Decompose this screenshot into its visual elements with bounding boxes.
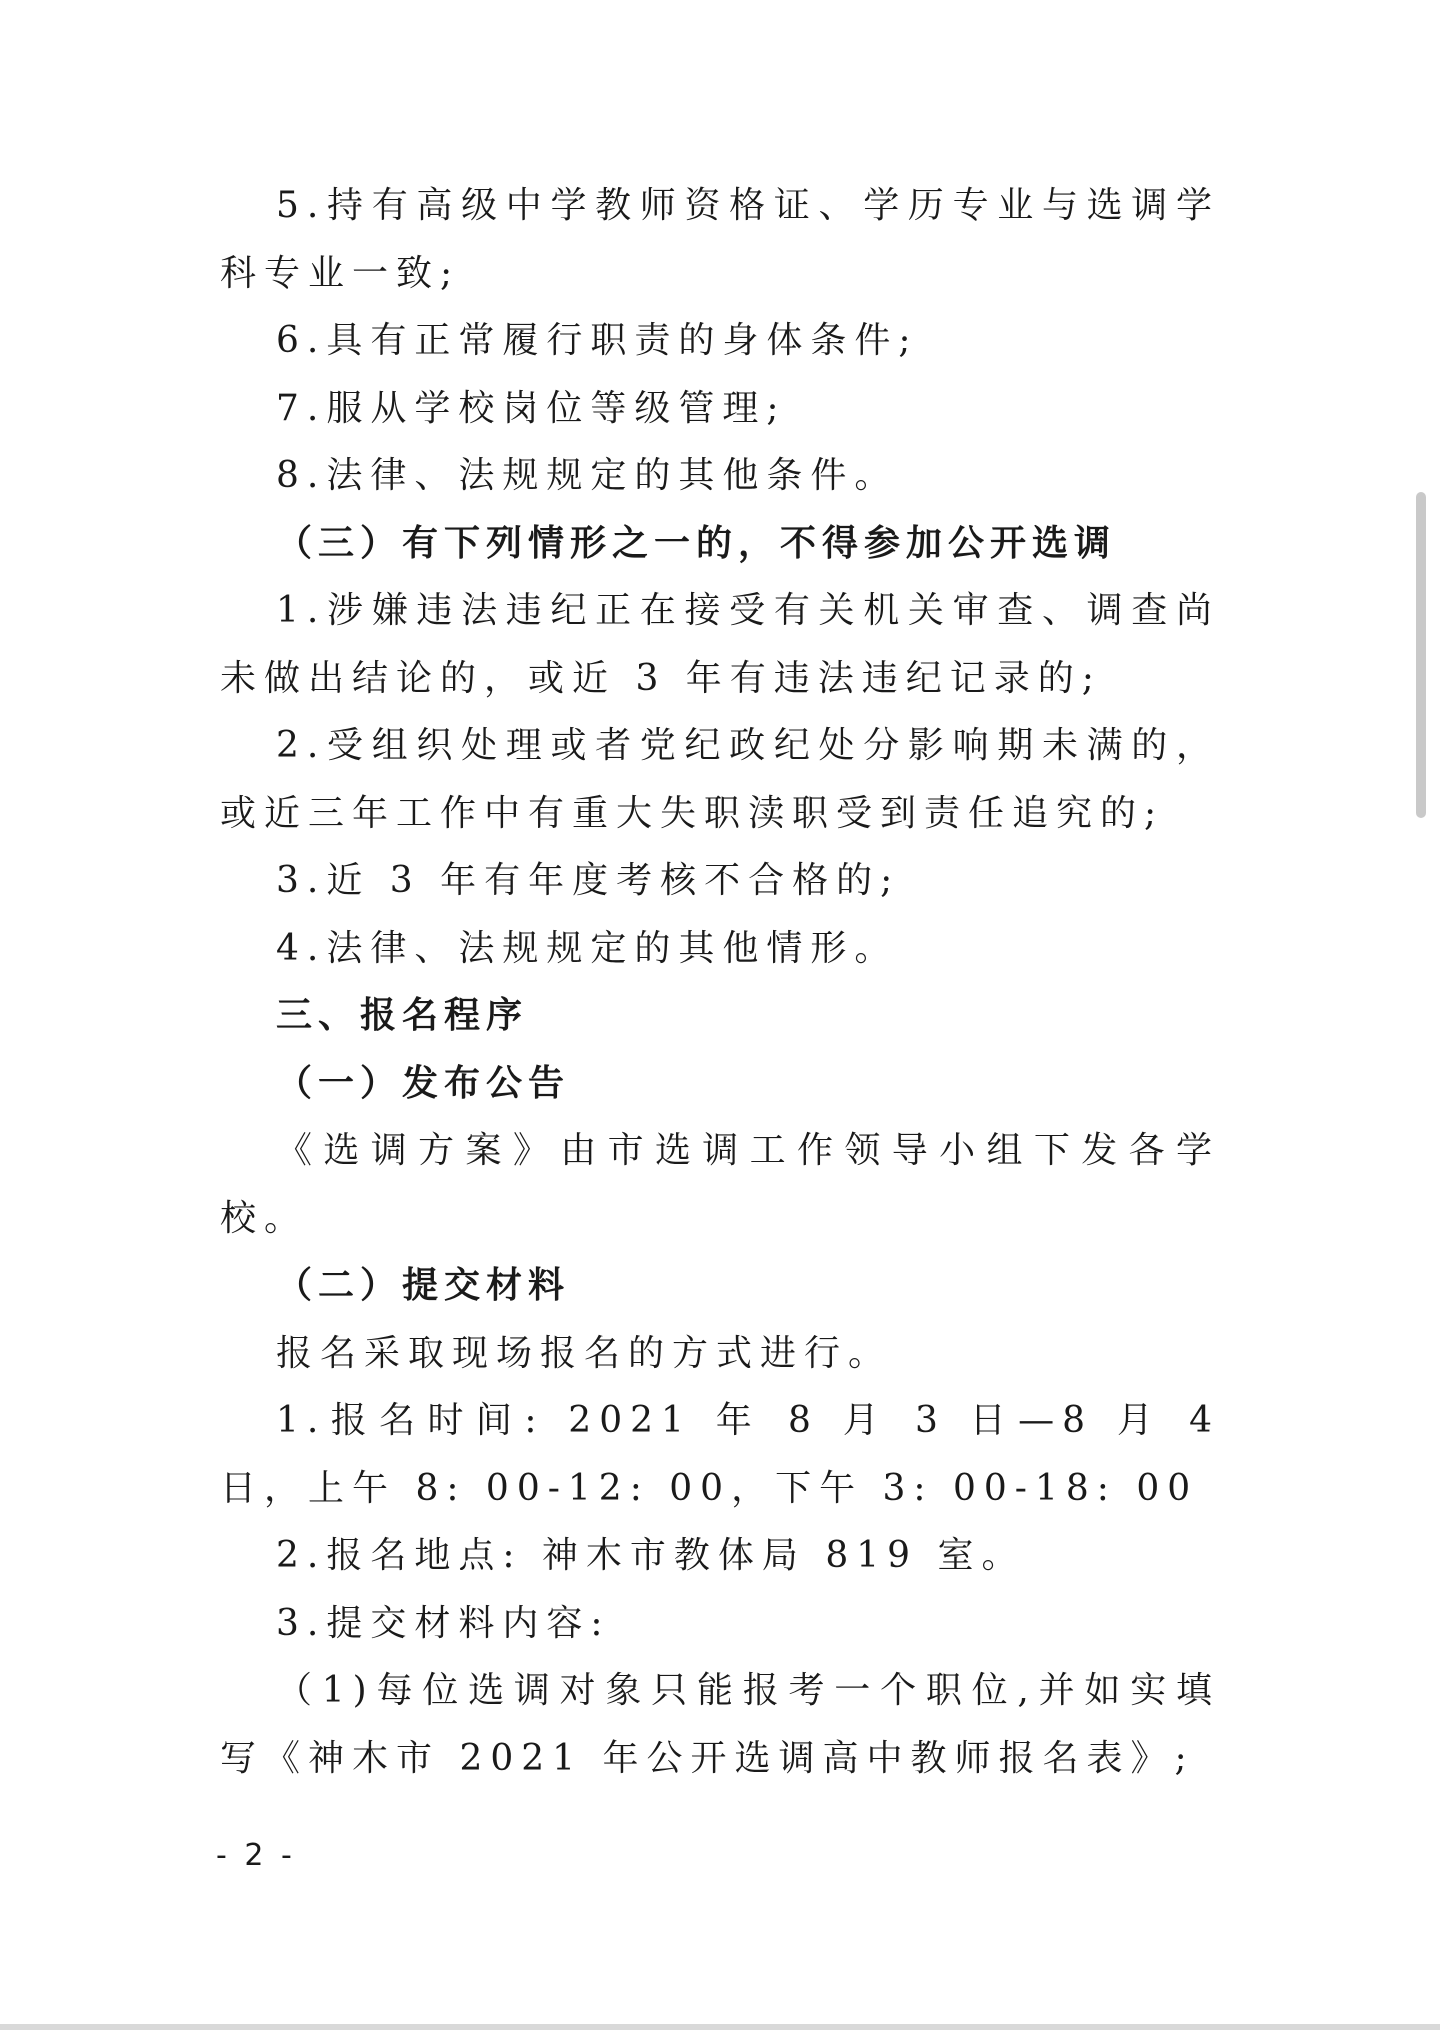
- page-number: - 2 -: [216, 1838, 296, 1873]
- registration-location-item: 2.报名地点: 神木市教体局 819 室。: [276, 1535, 1026, 1576]
- bottom-edge-bar: [0, 2024, 1440, 2030]
- condition-item-5: 5.持有高级中学教师资格证、学历专业与选调学科专业一致;: [220, 185, 1220, 294]
- exclusion-item-1: 1.涉嫌违法违纪正在接受有关机关审查、调查尚未做出结论的，或近 3 年有违法违纪记录的;: [220, 590, 1220, 699]
- document-body: [220, 172, 1220, 1792]
- condition-item-6: 6.具有正常履行职责的身体条件;: [276, 320, 919, 361]
- exclusion-item-3: 3.近 3 年有年度考核不合格的;: [276, 860, 901, 901]
- registration-time-item: 1.报名时间: 2021 年 8 月 3 日—8 月 4 日，上午 8: 00-12: 00，下午 3: 00-18: 00: [220, 1400, 1220, 1509]
- subsection-heading-announcement: （一）发布公告: [276, 1062, 571, 1104]
- condition-item-8: 8.法律、法规规定的其他条件。: [276, 455, 899, 496]
- section-heading-registration: 三、报名程序: [276, 995, 529, 1036]
- materials-content-item: 3.提交材料内容:: [276, 1602, 611, 1644]
- registration-method-text: 报名采取现场报名的方式进行。: [276, 1332, 893, 1374]
- materials-subitem-1: （1)每位选调对象只能报考一个职位,并如实填写《神木市 2021 年公开选调高中教师报名表》;: [220, 1670, 1220, 1779]
- section-heading-exclusions: （三）有下列情形之一的，不得参加公开选调: [276, 522, 1117, 564]
- vertical-scrollbar[interactable]: [1416, 492, 1426, 818]
- exclusion-item-2: 2.受组织处理或者党纪政纪处分影响期未满的，或近三年工作中有重大失职渎职受到责任追究的;: [220, 725, 1220, 834]
- exclusion-item-4: 4.法律、法规规定的其他情形。: [276, 927, 899, 969]
- condition-item-7: 7.服从学校岗位等级管理;: [276, 387, 787, 429]
- announcement-text: 《选调方案》由市选调工作领导小组下发各学校。: [220, 1130, 1220, 1239]
- subsection-heading-materials: （二）提交材料: [276, 1265, 571, 1306]
